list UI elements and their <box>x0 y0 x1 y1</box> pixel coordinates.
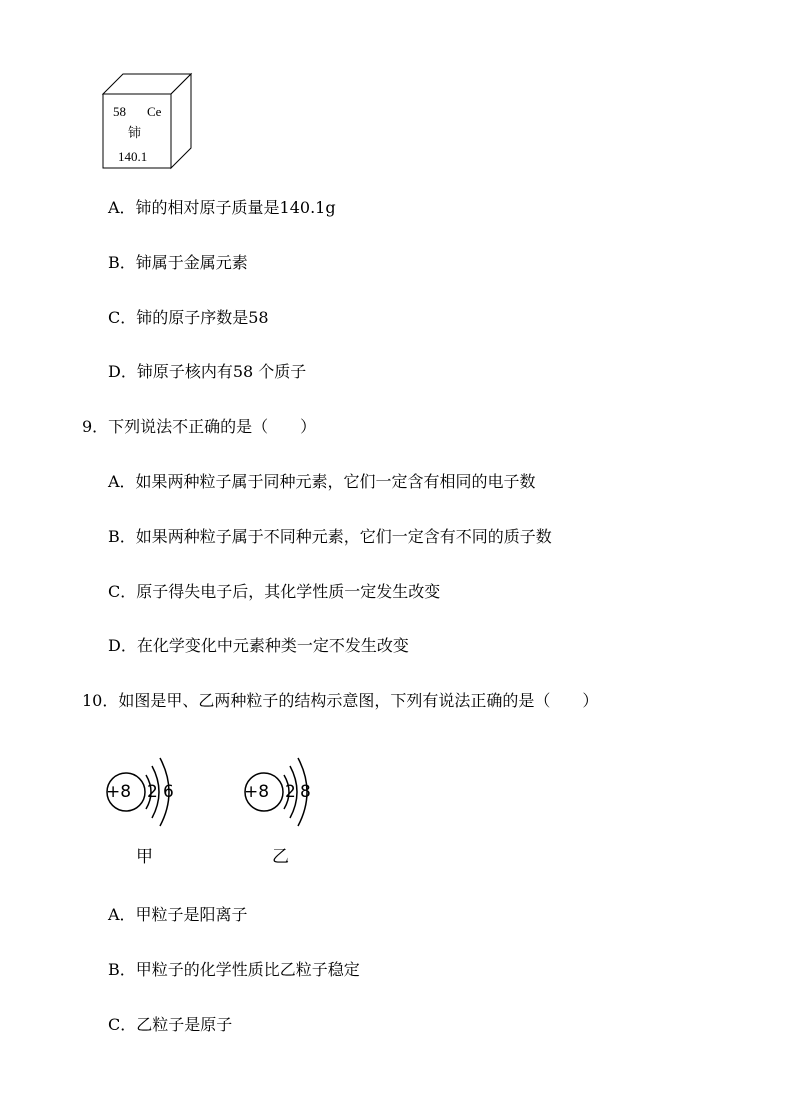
q8-option-a: A．铈的相对原子质量是140.1g <box>108 198 336 217</box>
q9-option-d: D．在化学变化中元素种类一定不发生改变 <box>108 636 409 655</box>
atomic-number: 58 <box>113 104 126 119</box>
particle-yi-shell1: 2 <box>285 782 296 802</box>
q9-option-c: C．原子得失电子后，其化学性质一定发生改变 <box>108 582 441 601</box>
particle-jia-nucleus: +8 <box>106 782 132 802</box>
particle-jia-shell2: 6 <box>163 782 174 802</box>
particle-jia-shell1: 2 <box>147 782 158 802</box>
particle-yi-nucleus: +8 <box>244 782 270 802</box>
particle-jia-label: 甲 <box>136 847 153 867</box>
particle-yi-label: 乙 <box>272 847 289 867</box>
q10-stem: 10．如图是甲、乙两种粒子的结构示意图，下列有说法正确的是（ ） <box>82 691 599 710</box>
q8-option-d: D．铈原子核内有58 个质子 <box>108 362 307 381</box>
q10-option-b: B．甲粒子的化学性质比乙粒子稳定 <box>108 960 360 979</box>
q9-option-b: B．如果两种粒子属于不同种元素，它们一定含有不同的质子数 <box>108 527 552 546</box>
q10-option-a: A．甲粒子是阳离子 <box>108 905 248 924</box>
q8-option-b: B．铈属于金属元素 <box>108 253 248 272</box>
atomic-mass: 140.1 <box>118 149 148 164</box>
q9-option-a: A．如果两种粒子属于同种元素，它们一定含有相同的电子数 <box>108 472 536 491</box>
element-symbol: Ce <box>147 104 162 119</box>
q10-option-c: C．乙粒子是原子 <box>108 1015 233 1034</box>
element-card-cube <box>103 74 193 170</box>
q8-option-c: C．铈的原子序数是58 <box>108 308 269 327</box>
particle-yi-shell2: 8 <box>300 782 311 802</box>
element-name: 铈 <box>128 125 142 140</box>
q9-stem: 9．下列说法不正确的是（ ） <box>82 417 317 436</box>
